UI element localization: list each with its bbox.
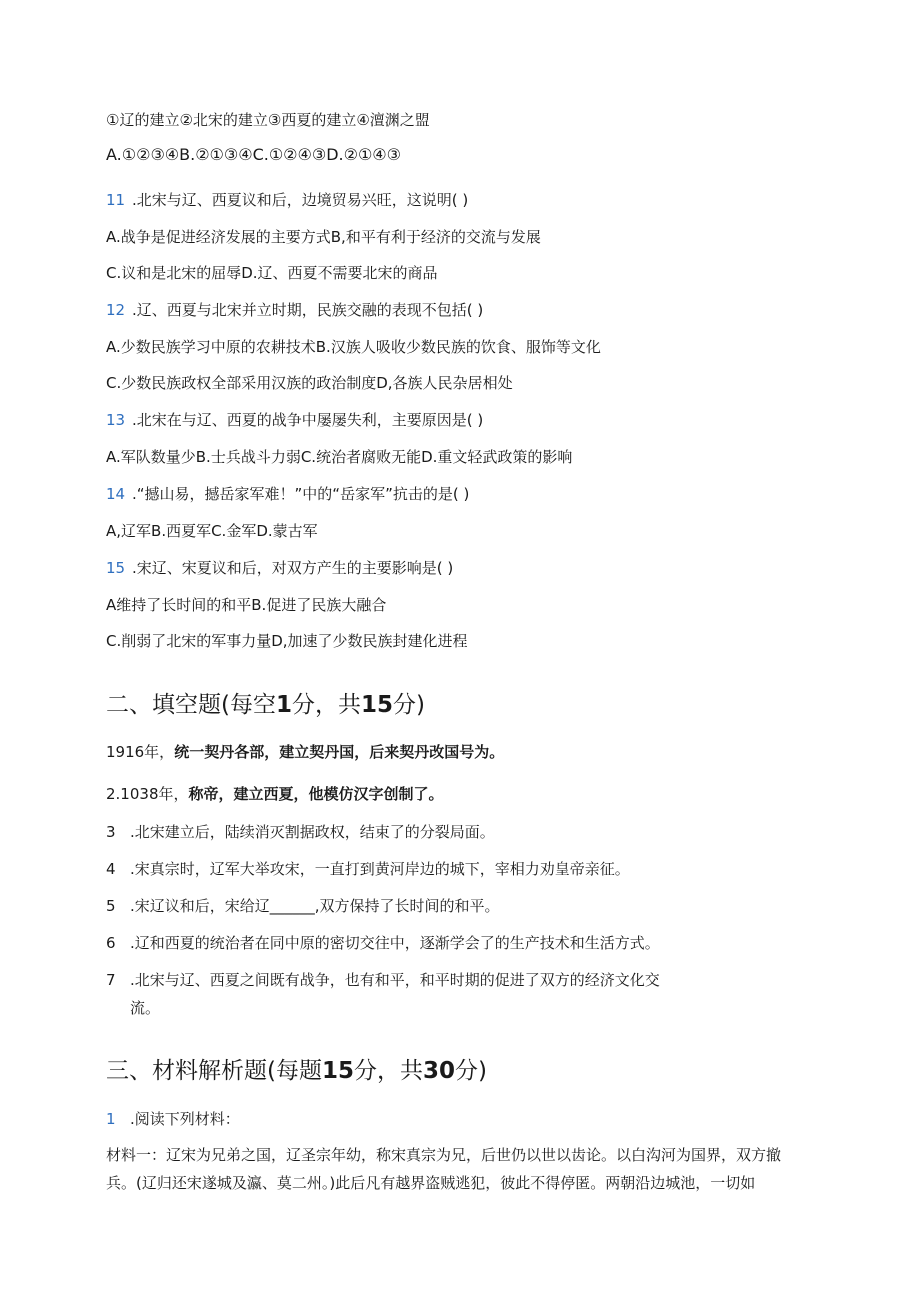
fill-item-text: 统一契丹各部，建立契丹国，后来契丹改国号为。: [174, 743, 505, 761]
fill-item-text: .宋辽议和后，宋给辽______,双方保持了长时间的和平。: [130, 897, 500, 915]
question-11-option-2: C.议和是北宋的屈辱D.辽、西夏不需要北宋的商品: [106, 264, 438, 282]
fill-item-1: [106, 742, 504, 762]
fill-item-7-continuation: 流。: [130, 999, 161, 1017]
section-2-title-part: 15: [361, 692, 394, 718]
question-number: 13: [106, 411, 126, 429]
question-15-option-1: A维持了长时间的和平B.促进了民族大融合: [106, 596, 387, 614]
fill-item-text: .宋真宗时，辽军大举攻宋，一直打到黄河岸边的城下，宰相力劝皇帝亲征。: [130, 860, 630, 878]
fill-item-number: 7: [106, 971, 116, 989]
fill-item-number: 3: [106, 823, 116, 841]
fill-item-6: [106, 933, 660, 953]
section-2-title-part: 1: [275, 692, 292, 718]
question-13-option-1: A.军队数量少B.士兵战斗力弱C.统治者腐败无能D.重文轻武政策的影响: [106, 448, 573, 466]
question-text: .辽、西夏与北宋并立时期，民族交融的表现不包括( ): [132, 301, 484, 319]
fill-item-number: 6: [106, 934, 116, 952]
question-11-option-1: A.战争是促进经济发展的主要方式B,和平有利于经济的交流与发展: [106, 228, 541, 246]
fill-item-text: .北宋与辽、西夏之间既有战争，也有和平，和平时期的促进了双方的经济文化交: [130, 971, 660, 989]
question-15: [106, 558, 453, 578]
fill-item-lead: 1916年，: [106, 743, 175, 761]
section-2-title-part: 分): [393, 692, 425, 718]
fill-item-number: 4: [106, 860, 116, 878]
question-14-option-1: A,辽军B.西夏军C.金军D.蒙古军: [106, 522, 318, 540]
section-2-title-part: 二、填空题(每空: [106, 692, 276, 718]
section-3-title-part: 15: [321, 1058, 354, 1084]
mc-items-line: ①辽的建立②北宋的建立③西夏的建立④澶渊之盟: [106, 111, 430, 129]
question-text: .北宋与辽、西夏议和后，边境贸易兴旺，这说明( ): [132, 191, 469, 209]
section-3-title-part: 分): [455, 1058, 487, 1084]
section-3-title-part: 分，共: [354, 1058, 423, 1084]
question-number: 15: [106, 559, 126, 577]
question-11: [106, 190, 468, 210]
question-12-option-2: C.少数民族政权全部采用汉族的政治制度D,各族人民杂居相处: [106, 374, 513, 392]
question-number: 11: [106, 191, 126, 209]
section-2-heading: [106, 690, 425, 720]
section-3-title-part: 30: [423, 1058, 456, 1084]
fill-item-text: .北宋建立后，陆续消灭割据政权，结束了的分裂局面。: [130, 823, 495, 841]
question-12-option-1: A.少数民族学习中原的农耕技术B.汉族人吸收少数民族的饮食、服饰等文化: [106, 338, 601, 356]
question-12: [106, 300, 483, 320]
question-text: .“撼山易，撼岳家军难！”中的“岳家军”抗击的是( ): [132, 485, 470, 503]
fill-item-7: [106, 970, 660, 990]
question-number: 1: [106, 1110, 116, 1128]
mc-options-line: A.①②③④B.②①③④C.①②④③D.②①④③: [106, 145, 401, 164]
fill-item-5: [106, 896, 500, 916]
section-3-title-part: 三、材料解析题(每题: [106, 1058, 322, 1084]
fill-item-4: [106, 859, 630, 879]
question-14: [106, 484, 469, 504]
material-1-paragraph: 材料一：辽宋为兄弟之国，辽圣宗年幼，称宋真宗为兄，后世仍以世以齿论。以白沟河为国界，双方撤兵。(辽归还宋遂城及瀛、莫二州。)此后凡有越界盗贼逃犯，彼此不得停匿。两朝沿边城池，一切如: [106, 1146, 782, 1192]
question-13: [106, 410, 483, 430]
question-15-option-2: C.削弱了北宋的军事力量D,加速了少数民族封建化进程: [106, 632, 468, 650]
question-text: .阅读下列材料：: [130, 1110, 240, 1128]
question-number: 12: [106, 301, 126, 319]
section-3-heading: [106, 1056, 487, 1086]
fill-item-text: 称帝，建立西夏，他模仿汉字创制了。: [188, 785, 444, 803]
fill-item-number: 5: [106, 897, 116, 915]
fill-item-lead: 2.1038年，: [106, 785, 189, 803]
analysis-question-1: [106, 1109, 240, 1129]
question-text: .北宋在与辽、西夏的战争中屡屡失利，主要原因是( ): [132, 411, 484, 429]
fill-item-3: [106, 822, 495, 842]
fill-item-2: [106, 784, 444, 804]
fill-item-text: .辽和西夏的统治者在同中原的密切交往中，逐渐学会了的生产技术和生活方式。: [130, 934, 660, 952]
question-text: .宋辽、宋夏议和后，对双方产生的主要影响是( ): [132, 559, 454, 577]
question-number: 14: [106, 485, 126, 503]
section-2-title-part: 分，共: [292, 692, 361, 718]
